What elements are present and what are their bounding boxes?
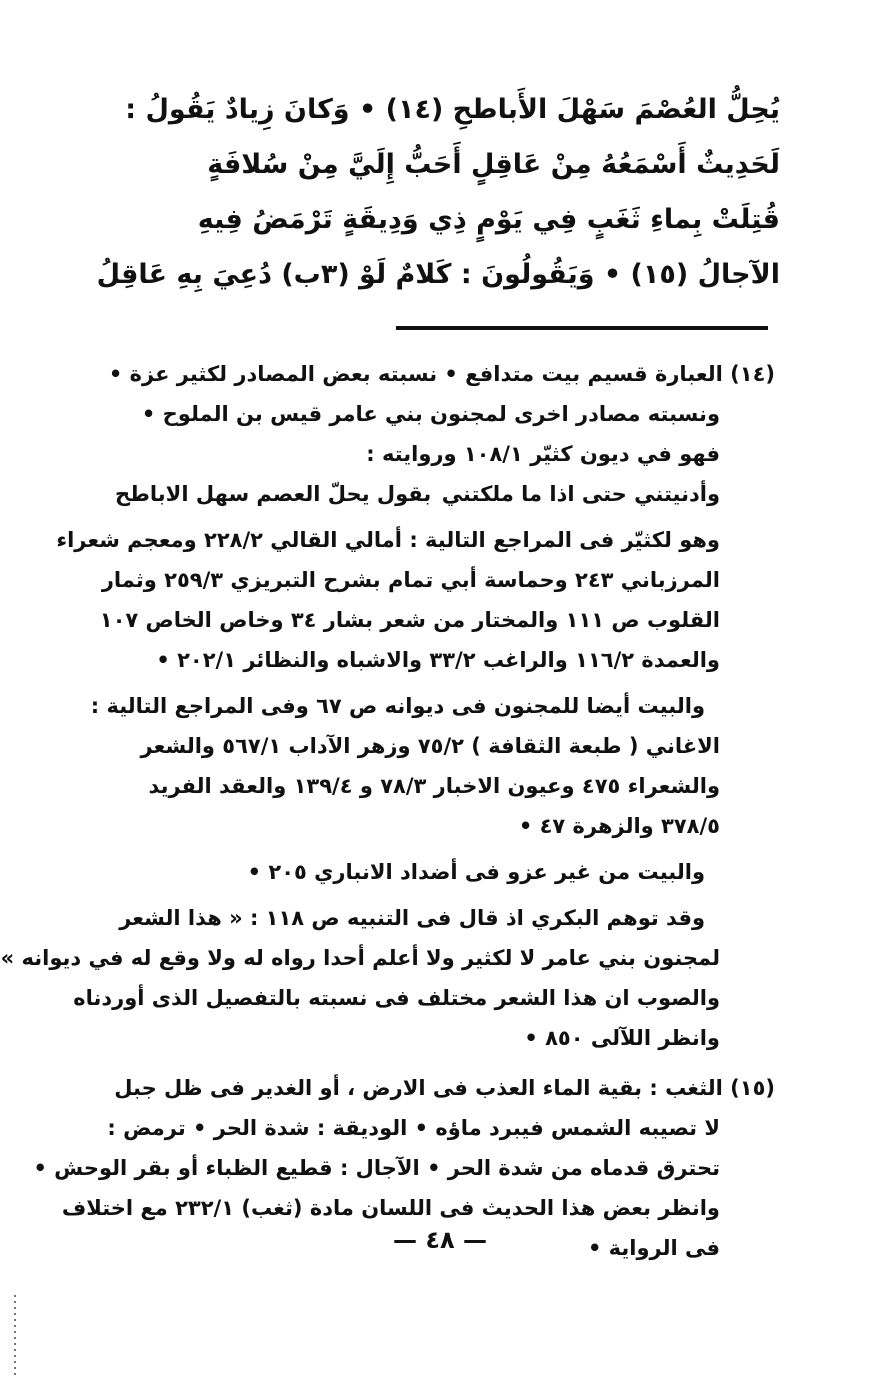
- footnote-14-first-line: [95, 354, 775, 394]
- footnote-line: فهو في ديون كثيّر ١٠٨/١ وروايته :: [366, 442, 720, 466]
- footnote-line: والبيت من غير عزو فى أضداد الانباري ٢٠٥ •: [247, 860, 705, 884]
- footnote-15-text: الثغب : بقية الماء العذب فى الارض ، أو الغدير فى ظل جبل: [114, 1076, 723, 1100]
- main-text-line: الآجالُ (١٥) • وَيَقُولُونَ : كَلامٌ لَوْ (٣ب) دُعِيَ بِهِ عَاقِلُ: [96, 259, 780, 290]
- footnote-line: وانظر بعض هذا الحديث فى اللسان مادة (ثغب) ٢٣٢/١ مع اختلاف: [61, 1196, 720, 1220]
- page-number: — ٤٨ —: [392, 1226, 487, 1254]
- footnote-line: والبيت أيضا للمجنون فى ديوانه ص ٦٧ وفى المراجع التالية :: [90, 694, 705, 718]
- footnote-line: وانظر اللآلى ٨٥٠ •: [524, 1026, 720, 1050]
- footnote-line: القلوب ص ١١١ والمختار من شعر بشار ٣٤ وخاص الخاص ١٠٧: [99, 608, 720, 632]
- footnote-line: لمجنون بني عامر لا لكثير ولا أعلم أحدا رواه له ولا وقع له في ديوانه »: [0, 946, 720, 970]
- scan-edge-marks: [14, 1295, 16, 1375]
- footnotes-block: [0, 354, 775, 1268]
- main-text-line: قُتِلَتْ بِماءِ ثَغَبٍ فِي يَوْمٍ ذِي وَدِيقَةٍ تَرْمَضُ فِيهِ: [197, 204, 780, 235]
- footnote-line: المرزباني ٢٤٣ وحماسة أبي تمام بشرح التبريزي ٢٥٩/٣ وثمار: [101, 568, 720, 592]
- footnote-line: تحترق قدماه من شدة الحر • الآجال : قطيع الظباء أو بقر الوحش •: [33, 1156, 720, 1180]
- verse-first-hemistich: وأدنيتني حتى اذا ما ملكتني: [441, 482, 720, 506]
- footnote-line: فى الرواية •: [587, 1236, 720, 1260]
- footnote-line: الاغاني ( طبعة الثقافة ) ٧٥/٢ وزهر الآداب ٥٦٧/١ والشعر: [140, 734, 720, 758]
- footnote-line: ونسبته مصادر اخرى لمجنون بني عامر قيس بن الملوح •: [141, 402, 720, 426]
- footnote-14-text: العبارة قسيم بيت متدافع • نسبته بعض المصادر لكثير عزة •: [108, 362, 723, 386]
- footnote-line: ٣٧٨/٥ والزهرة ٤٧ •: [518, 814, 720, 838]
- footnote-line: والصوب ان هذا الشعر مختلف فى نسبته بالتفصيل الذى أوردناه: [73, 986, 720, 1010]
- footnote-verse: [95, 474, 775, 514]
- footnote-line: والعمدة ١١٦/٢ والراغب ٣٣/٢ والاشباه والنظائر ٢٠٢/١ •: [156, 648, 720, 672]
- verse-second-hemistich: بقول يحلّ العصم سهل الاباطح: [115, 482, 432, 506]
- footnote-line: وهو لكثيّر فى المراجع التالية : أمالي القالي ٢٢٨/٢ ومعجم شعراء: [56, 528, 720, 552]
- footnote-line: والشعراء ٤٧٥ وعيون الاخبار ٧٨/٣ و ١٣٩/٤ والعقد الفريد: [148, 774, 720, 798]
- footnote-15-number: (١٥): [730, 1076, 775, 1100]
- footnote-15-first-line: [95, 1068, 775, 1108]
- main-text-block: [96, 82, 780, 302]
- footnote-14-number: (١٤): [730, 362, 775, 386]
- footnote-line: وقد توهم البكري اذ قال فى التنبيه ص ١١٨ : « هذا الشعر: [119, 906, 705, 930]
- main-text-line: لَحَدِيثٌ أَسْمَعُهُ مِنْ عَاقِلٍ أَحَبُّ إِلَيَّ مِنْ سُلافَةٍ: [207, 149, 780, 180]
- main-text-line: يُحِلُّ العُصْمَ سَهْلَ الأَباطحِ (١٤) • وَكانَ زِيادٌ يَقُولُ :: [125, 94, 780, 125]
- footnote-separator-rule: [396, 326, 768, 330]
- footnote-line: لا تصيبه الشمس فيبرد ماؤه • الوديقة : شدة الحر • ترمض :: [107, 1116, 720, 1140]
